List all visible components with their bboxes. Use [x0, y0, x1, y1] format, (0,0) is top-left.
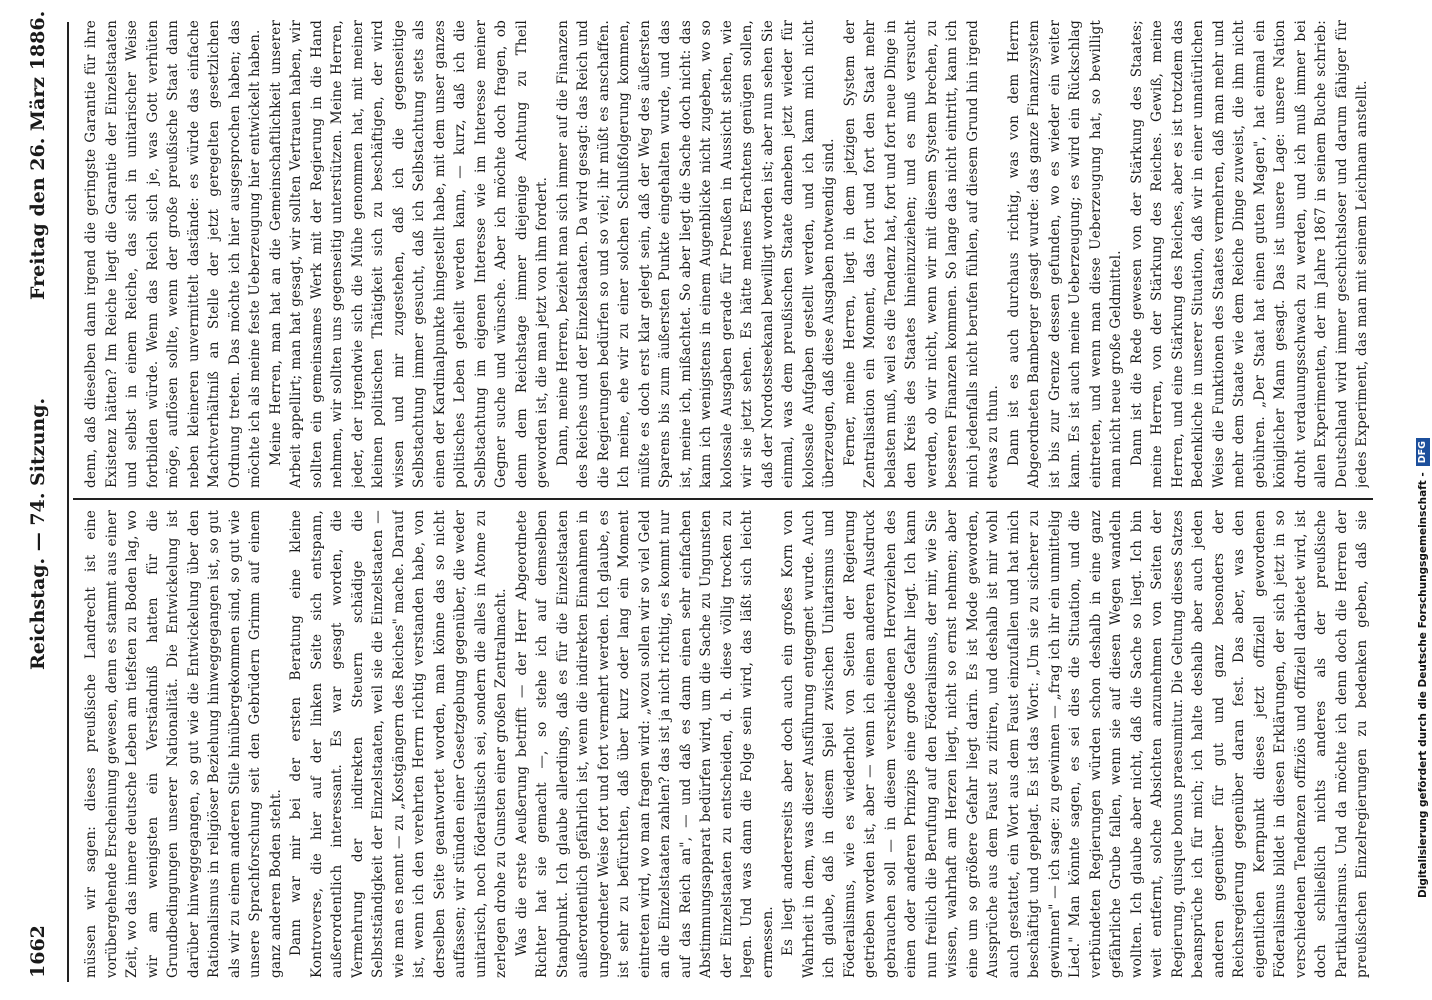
- paragraph: Dann war mir bei der ersten Beratung eine kleine Kontroverse, die hier auf der linken Seite sich entspann, außerordentlich interessant. Es war gesagt worden, die Vermehrung der indirekten Steuern schädige die Selbstständigkeit der Einzelstaaten, weil sie die Einzelstaaten — wie man es nennt — zu „Kostgängern des Reiches" mache. Darauf ist, wenn ich den verehrten Herrn richtig verstanden habe, von derselben Seite geantwortet worden, man könne das so nicht auffassen; wir stünden einer Gesetzgebung gegenüber, die weder unitarisch, noch föderalistisch sei, sondern die alles in Atome zu zerlegen drohe zu Gunsten einer großen Zentralmacht.: [288, 510, 509, 978]
- paragraph: Ferner, meine Herren, liegt in dem jetzigen System der Zentralisation ein Moment, das fort und fort den Staat mehr belasten muß, weil es die Tendenz hat, fort und fort neue Dinge in den Kreis des Staates hineinzuziehen; und es muß versucht werden, ob wir nicht, wenn wir mit diesem System brechen, zu besseren Finanzen kommen. So lange das nicht eintritt, kann ich mich jedenfalls nicht berufen fühlen, auf diesem Grund hin irgend etwas zu thun.: [841, 20, 1001, 488]
- paragraph: denn, daß dieselben dann irgend die geringste Garantie für ihre Existenz hätten? Im Reiche liegt die Garantie der Einzelstaaten und selbst in einem Reiche, das sich in unitarischer Weise fortbilden würde. Wenn das Reich sich je, was Gott verhüten möge, auflösen sollte, wenn der große preußische Staat dann neben kleineren unvermittelt dastände: es würde das einfache Machtverhältniß an Stelle der jetzt geregelten gesetzlichen Ordnung treten. Das möchte ich hier ausgesprochen haben; das möchte ich als meine feste Ueberzeugung hier entwickelt haben.: [83, 20, 263, 488]
- paragraph: Dann ist die Rede gewesen von der Stärkung des Staates; meine Herren, von der Stärkung des Reiches. Gewiß, meine Herren, und eine Stärkung des Reiches, aber es ist trotzdem das Bedenkliche in unserer Situation, daß wir in einer unnatürlichen Weise die Funktionen des Staates vermehren, daß man mehr und mehr dem Staate wie dem Reiche Dinge zuweist, die ihm nicht gebühren. „Der Staat hat einen guten Magen", hat einmal ein königlicher Mann gesagt. Das ist unsere Lage: unsere Nation droht verdauungsschwach zu werden, und ich muß immer bei allen Experimenten, der im Jahre 1867 in seinem Buche schrieb: Deutschland wird immer geschichtsloser und darum fähiger für jedes Experiment, das man mit seinem Leichnam anstellt.: [1128, 20, 1370, 488]
- credit-label: Digitalisierung gefördert durch die Deutsche Forschungsgemeinschaft -: [1417, 472, 1429, 898]
- paragraph: Dann, meine Herren, bezieht man sich immer auf die Finanzen des Reiches und der Einzelstaaten. Da wird gesagt: das Reich und die Regierungen bedürfen so und so viel; ihr müßt es anschaffen. Ich meine, ehe wir zu einer solchen Schlußfolgerung kommen, müßte es doch erst klar gelegt sein, daß der Weg des äußersten Sparens bis zum äußersten Punkte eingehalten wurde, und das ist, meine ich, mißachtet. So aber liegt die Sache doch nicht: das kann ich wenigstens in einem Augenblicke nicht zugeben, wo so kolossale Ausgaben gerade für Preußen in Aussicht stehen, wie wir sie jetzt sehen. Es hätte meines Erachtens genügen sollen, daß der Nordostseekanal bewilligt worden ist; aber nun sehen Sie einmal, was dem preußischen Staate daneben jetzt wieder für kolossale Aufgaben gestellt werden, und ich kann mich nicht überzeugen, daß diese Ausgaben notwendig sind.: [554, 20, 837, 488]
- rotated-sheet: [15, 0, 1405, 1000]
- column-divider: [73, 498, 1373, 500]
- session-title: Reichstag. — 74. Sitzung.: [27, 397, 49, 670]
- left-column: [81, 510, 1371, 978]
- paragraph: müssen wir sagen: dieses preußische Landrecht ist eine vorübergehende Erscheinung gewesen, denn es stammt aus einer Zeit, wo das innere deutsche Leben am tiefsten zu Boden lag, wo wir am wenigsten ein Verständniß hatten für die Grundbedingungen unserer Nationalität. Die Entwickelung ist darüber hinweggegangen, so gut wie die Entwickelung über den Rationalismus in religiöser Beziehung hinweggegangen ist, so gut als wir zu einem anderen Stile hinübergekommen sind, so gut wie unsere Sprachforschung seit den Gebrüdern Grimm auf einem ganz anderen Boden steht.: [83, 510, 284, 978]
- dfg-logo: DFG: [1416, 438, 1430, 466]
- credit-text: [1414, 8, 1432, 898]
- right-column: [81, 20, 1371, 488]
- paragraph: Dann ist es auch durchaus richtig, was von dem Herrn Abgeordneten Bamberger gesagt wurde: das ganze Finanzsystem ist bis zur Grenze dessen gefunden, wo es wieder ein weiter kann. Es ist auch meine Ueberzeugung; es wird ein Rückschlag eintreten, und wenn man diese Ueberzeugung hat, so bewilligt man nicht neue große Geldmittel.: [1005, 20, 1124, 488]
- header-rule: [67, 22, 69, 982]
- page-number: 1662: [27, 925, 49, 978]
- paragraph: Meine Herren, man hat an die Gemeinschaftlichkeit unserer Arbeit appellirt; man hat gesagt, wir sollten Vertrauen haben, wir sollten ein gemeinsames Werk mit der Regierung in die Hand nehmen, wir sollten uns gegenseitig unterstützen. Meine Herren, jeder, der irgendwie sich die Mühe genommen hat, mit meiner kleinen politischen Thätigkeit sich zu beschäftigen, der wird wissen und mir zugestehen, daß ich die gegenseitige Selbstachtung immer gesucht, daß ich Selbstachtung stets als einen der Kardinalpunkte hingestellt habe, mit dem unser ganzes politisches Leben geheilt werden kann, — kurz, daß ich die Selbstachtung im eigenen Interesse wie im Interesse meiner Gegner suche und wünsche. Aber ich möchte doch fragen, ob denn dem Reichstage immer diejenige Achtung zu Theil geworden ist, die man jetzt von ihm fordert.: [267, 20, 550, 488]
- digitization-credit: [1414, 8, 1432, 898]
- paragraph: Was die erste Aeußerung betrifft — der Herr Abgeordnete Richter hat sie gemacht —, so stehe ich auf demselben Standpunkt. Ich glaube allerdings, daß es für die Einzelstaaten außerordentlich gefährlich ist, wenn die indirekten Einnahmen in ungeordneter Weise fort und fort vermehrt werden. Ich glaube, es ist sehr zu befürchten, daß über kurz oder lang ein Moment eintreten wird, wo man fragen wird: „wozu sollen wir so viel Geld an die Einzelstaaten zahlen? das ist ja nicht richtig, es kommt nur auf das Reich an", — und daß es dann einen sehr einfachen Abstimmungsapparat bedürfen wird, um die Sache zu Ungunsten der Einzelstaaten zu entscheiden, d. h. diese völlig trocken zu legen. Und was dann die Folge sein wird, das läßt sich leicht ermessen.: [513, 510, 776, 978]
- paragraph: Es liegt andererseits aber doch auch ein großes Korn von Wahrheit in dem, was dieser Ausführung entgegnet wurde. Auch ich glaube, daß in diesem Spiel zwischen Unitarismus und Föderalismus, wie es wiederholt von Seiten der Regierung getrieben worden ist, aber — wenn ich einen anderen Ausdruck gebrauchen soll — in diesem verschiedenen Hervorziehen des einen oder anderen Prinzips eine große Gefahr liegt. Ich kann nun freilich die Berufung auf den Föderalismus, der mir, wie Sie wissen, wahrhaft am Herzen liegt, nicht so ernst nehmen; aber eine um so größere Gefahr liegt darin. Es ist Mode geworden, Aussprüche aus dem Faust zu zitiren, und deshalb ist mir wohl auch gestattet, ein Wort aus dem Faust einzufallen und hat mich beschäftigt und geplagt. Es ist das Wort: „Um sie zu sicherer zu gewinnen" — ich sage: zu gewinnen — „frag ich ihr ein unmittelig Lied." Man könnte sagen, es sei dies die Situation, und die verbündeten Regierungen würden schon deshalb in eine ganz gefährliche Grube fallen, wenn sie auf diesen Wegen wandeln wollten. Ich glaube aber nicht, daß die Sache so liegt. Ich bin weit entfernt, solche Absichten anzunehmen von Seiten der Regierung, quisque bonus praesumitur. Die Geltung dieses Satzes beansprüche ich für mich; ich halte deshalb aber auch jeden anderen gegenüber für gut und ganz besonders der Reichsregierung gegenüber daran fest. Das aber, was den eigentlichen Kernpunkt dieses jetzt offiziell gewordenen Föderalismus bildet in diesen Erklärungen, der sich jetzt in so verschiedenen Tendenzen offiziös und offiziell darbietet wird, ist doch schließlich nichts anderes als der preußische Partikularismus. Und da möchte ich denn doch die Herren der preußischen Einzelregierungen zu bedenken geben, daß sie: [780, 510, 1370, 978]
- session-date: Freitag den 26. März 1886.: [27, 10, 49, 300]
- page-header: [15, 0, 73, 1000]
